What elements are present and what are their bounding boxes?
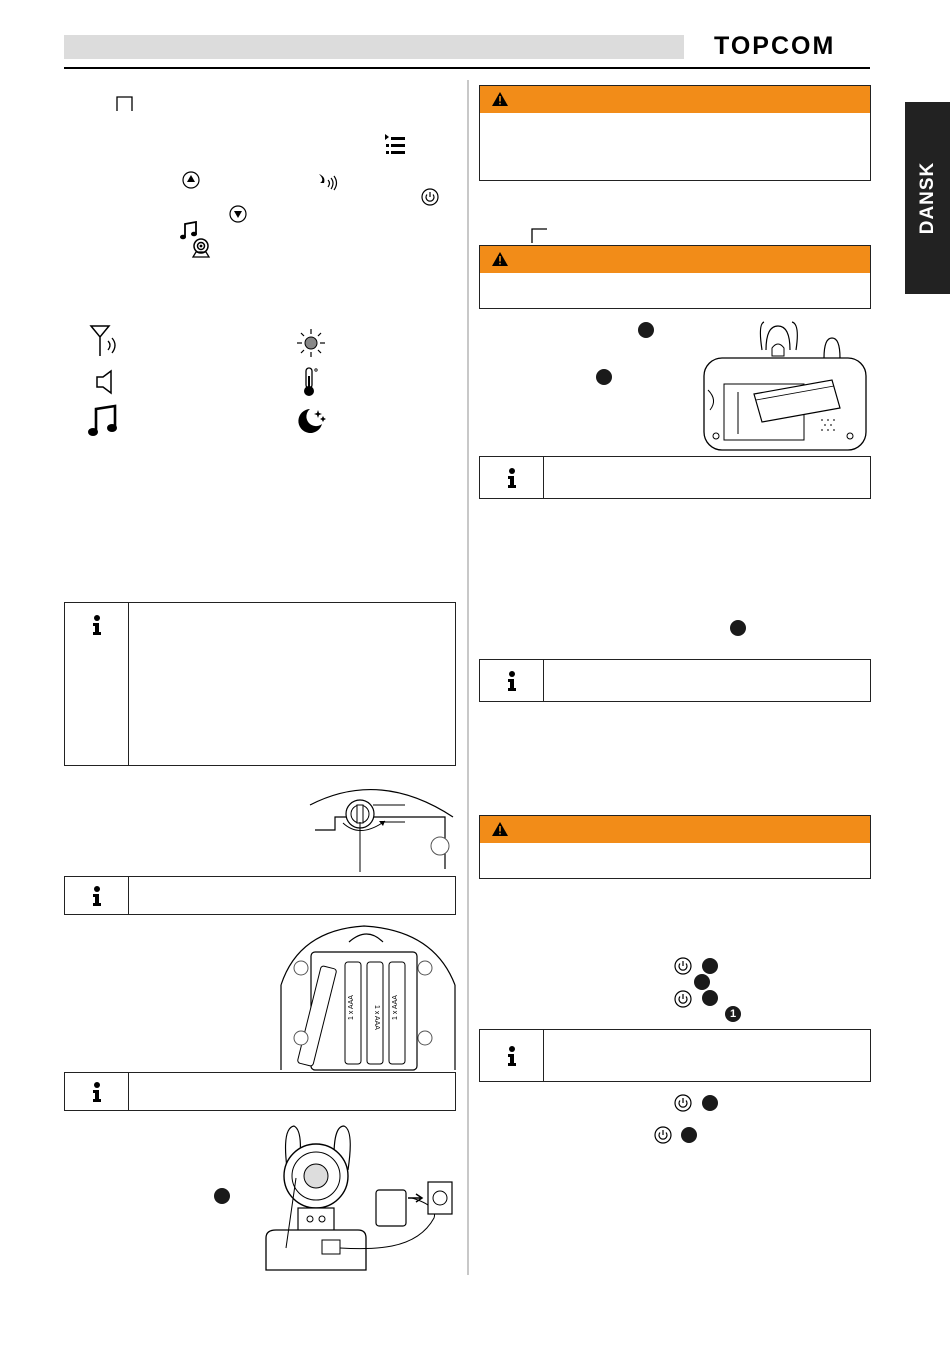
info-icon xyxy=(90,615,104,635)
info-box-3 xyxy=(64,1072,456,1111)
bracket-icon xyxy=(116,96,134,112)
camera-adapter-illustration xyxy=(262,1118,458,1276)
info-cell xyxy=(65,603,129,765)
step-number-badge: 1 xyxy=(725,1006,741,1022)
parent-unit-battery-illustration xyxy=(700,320,870,456)
header-rule xyxy=(64,67,870,69)
signal-icon xyxy=(88,323,120,359)
thermometer-icon xyxy=(300,366,322,398)
menu-icon xyxy=(384,133,408,157)
info-cell xyxy=(480,1030,544,1081)
brightness-icon xyxy=(295,327,327,359)
info-box-4 xyxy=(479,456,871,499)
info-box-2 xyxy=(64,876,456,915)
info-box-6 xyxy=(479,1029,871,1082)
callout-dot xyxy=(214,1188,230,1204)
callout-dot xyxy=(702,1095,718,1111)
info-cell xyxy=(480,660,544,701)
voice-activation-icon xyxy=(316,171,338,191)
brand-logo: TOPCOM xyxy=(714,32,836,60)
svg-text:1 x AAA: 1 x AAA xyxy=(392,995,399,1020)
callout-dot xyxy=(702,958,718,974)
warning-bar xyxy=(480,246,870,273)
up-arrow-icon xyxy=(182,171,200,189)
callout-dot xyxy=(638,322,654,338)
music-icon xyxy=(87,404,119,438)
battery-compartment-illustration xyxy=(279,920,457,1072)
callout-dot xyxy=(730,620,746,636)
speaker-icon xyxy=(94,369,116,395)
info-icon xyxy=(505,468,519,488)
header-bar xyxy=(64,35,684,59)
callout-dot xyxy=(681,1127,697,1143)
battery-cover-illustration xyxy=(305,777,457,873)
info-icon xyxy=(505,671,519,691)
down-arrow-icon xyxy=(229,205,247,223)
column-divider xyxy=(467,80,469,1275)
warning-box-1 xyxy=(479,85,871,181)
warning-bar xyxy=(480,816,870,843)
info-cell xyxy=(65,877,129,914)
callout-dot xyxy=(596,369,612,385)
callout-dot xyxy=(702,990,718,1006)
warning-bar xyxy=(480,86,870,113)
power-icon xyxy=(674,957,692,975)
power-icon xyxy=(674,1094,692,1112)
svg-text:1 x AAA: 1 x AAA xyxy=(348,995,355,1020)
info-cell xyxy=(65,1073,129,1110)
warning-icon xyxy=(492,92,508,106)
info-icon xyxy=(505,1046,519,1066)
svg-text:1 x AAA: 1 x AAA xyxy=(373,1005,380,1030)
power-icon xyxy=(674,990,692,1008)
warning-box-2 xyxy=(479,245,871,309)
night-mode-icon xyxy=(296,406,328,436)
info-box-5 xyxy=(479,659,871,702)
power-icon xyxy=(654,1126,672,1144)
language-tab xyxy=(905,102,950,294)
camera-icon xyxy=(190,237,212,259)
warning-icon xyxy=(492,252,508,266)
info-cell xyxy=(480,457,544,498)
language-tab-label: DANSK xyxy=(916,161,938,235)
bracket-icon xyxy=(531,228,549,244)
warning-box-3 xyxy=(479,815,871,879)
info-icon xyxy=(90,886,104,906)
power-icon xyxy=(421,188,439,206)
callout-dot xyxy=(694,974,710,990)
info-icon xyxy=(90,1082,104,1102)
warning-icon xyxy=(492,822,508,836)
info-box-1 xyxy=(64,602,456,766)
